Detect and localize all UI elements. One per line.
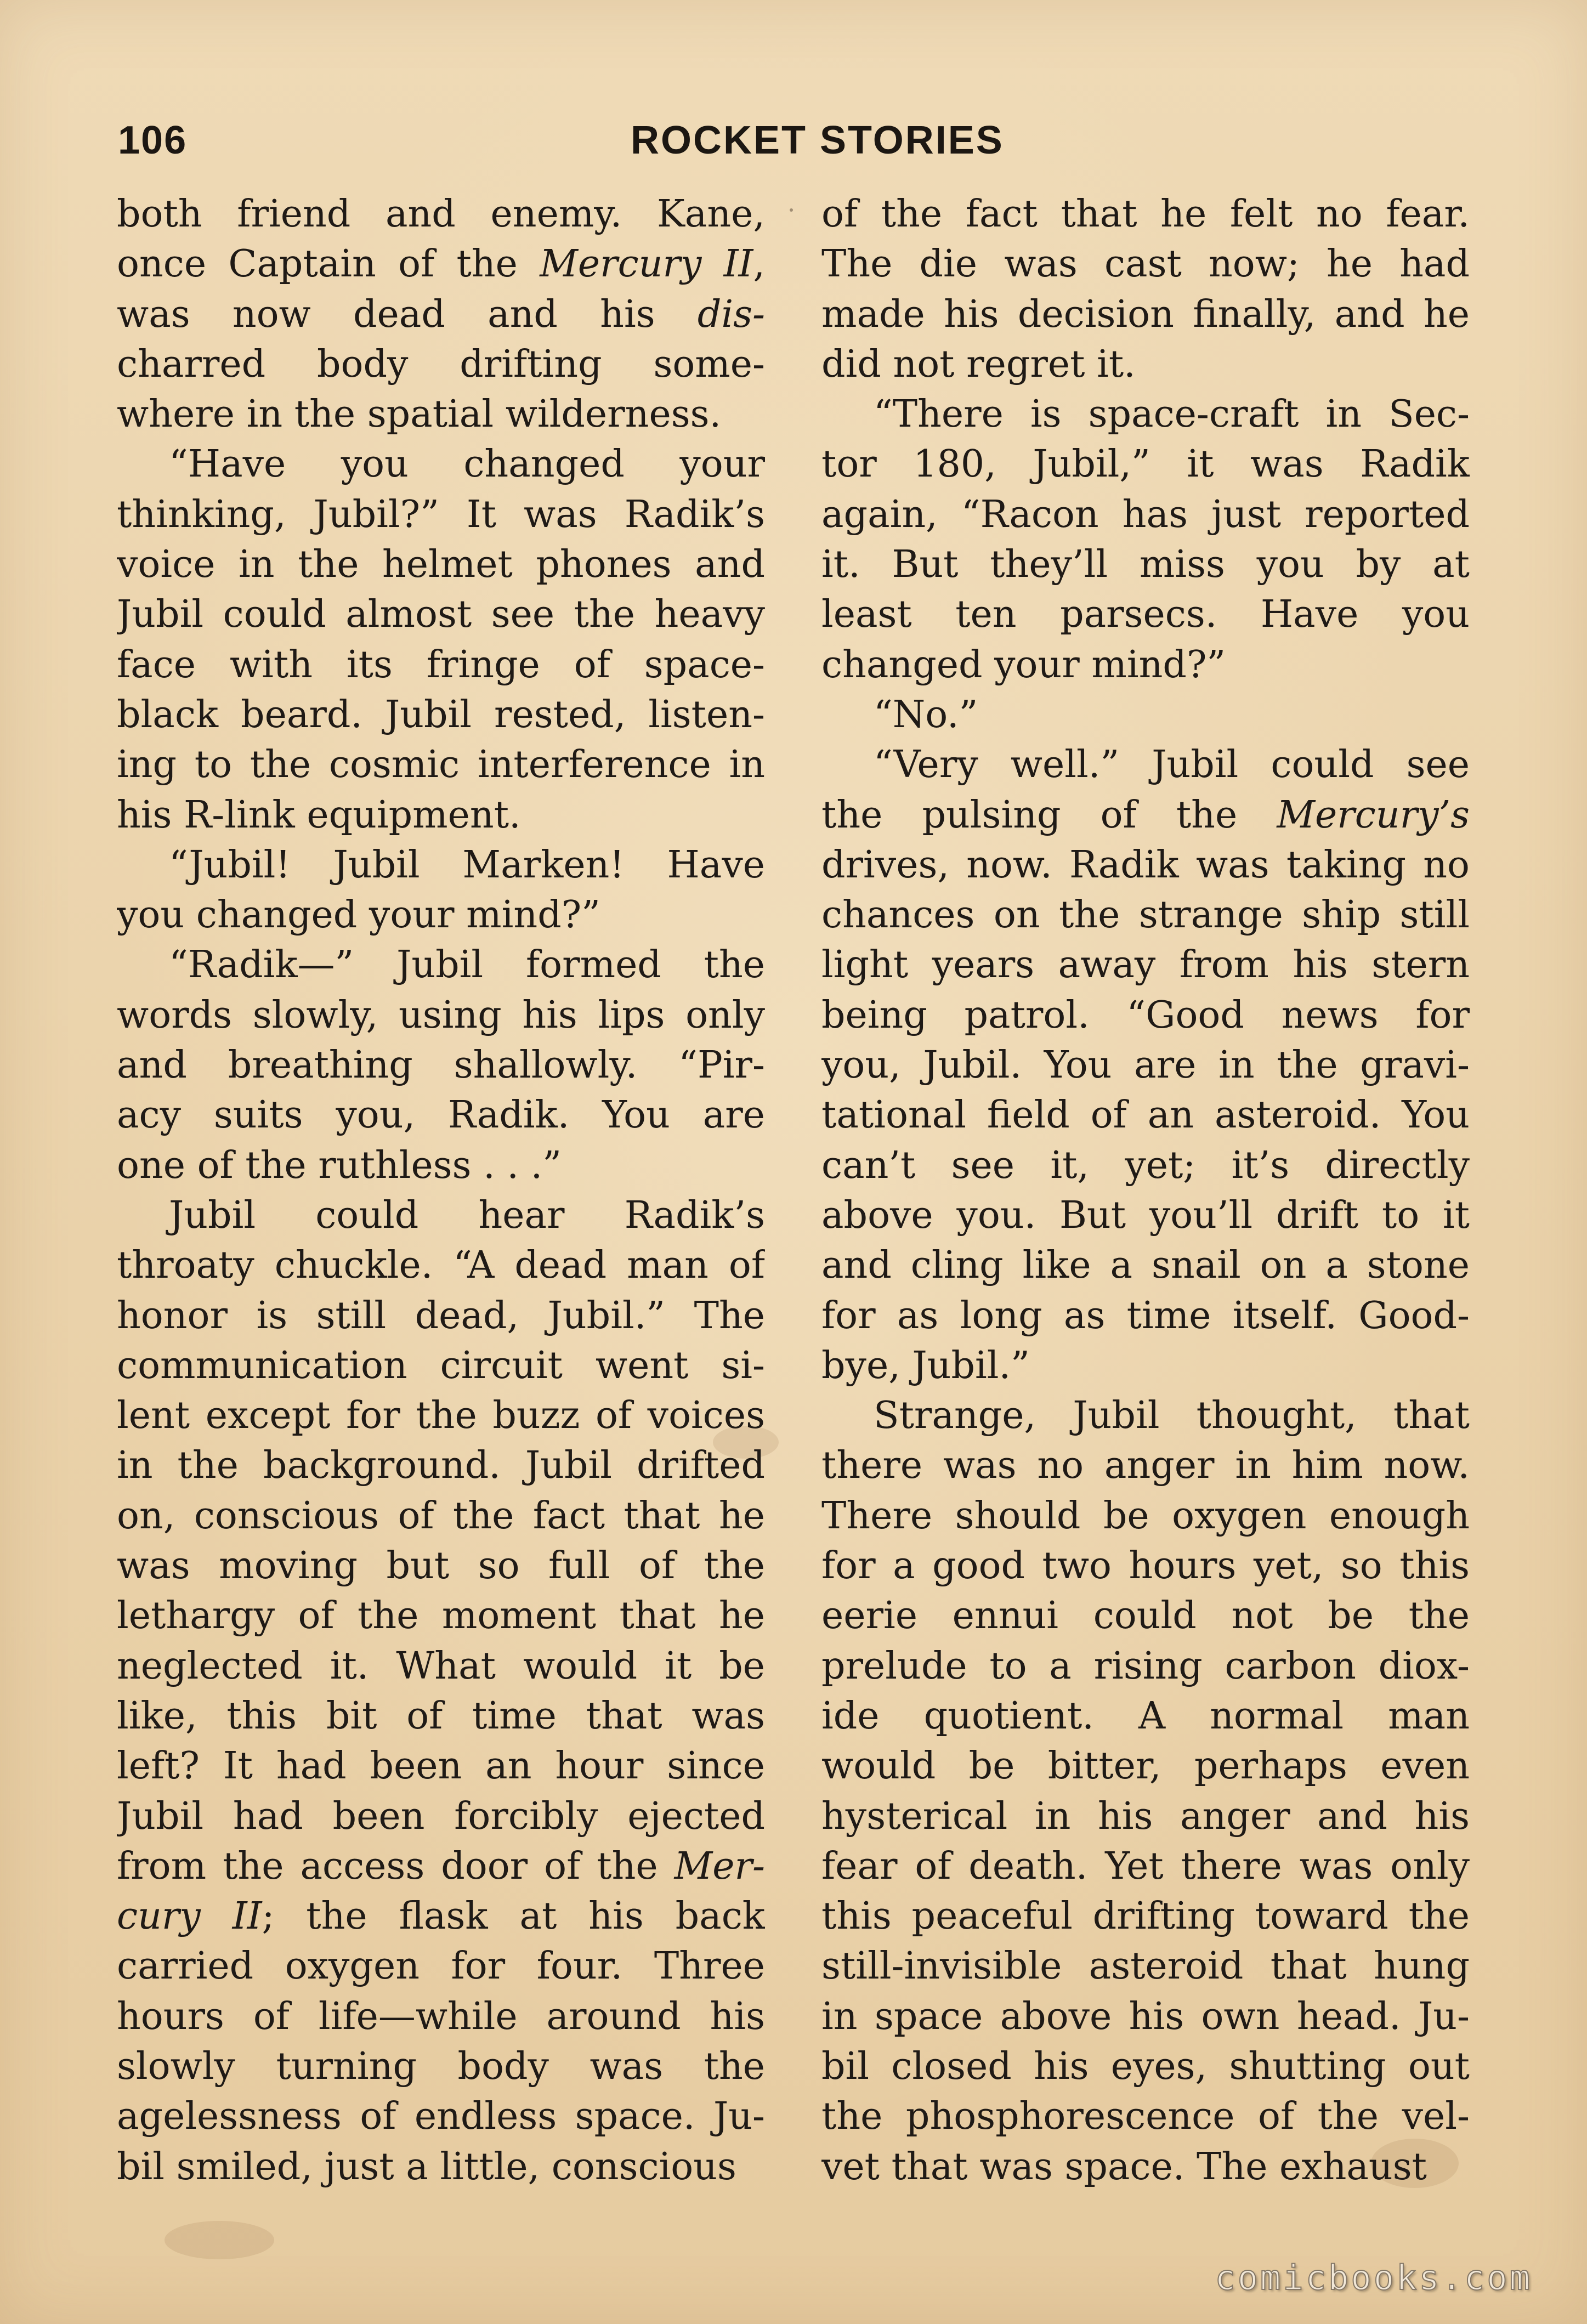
text-line: vet that was space. The exhaust [821, 2145, 1427, 2189]
text-line: words slowly, using his lips only [117, 993, 765, 1037]
text-line: hysterical in his anger and his [821, 1794, 1470, 1838]
text-line: both friend and enemy. Kane, [117, 192, 765, 236]
text-line: and cling like a snail on a stone [821, 1244, 1470, 1288]
text-line: honor is still dead, Jubil.” The [117, 1294, 765, 1337]
text-line: ide quotient. A normal man [821, 1694, 1470, 1738]
text-line: least ten parsecs. Have you [821, 593, 1470, 637]
text-line: this peaceful drifting toward the [821, 1895, 1470, 1938]
text-line: hours of life—while around his [117, 1994, 765, 2038]
text-line: chances on the strange ship still [821, 893, 1470, 937]
text-line: for as long as time itself. Good- [821, 1294, 1470, 1337]
text-line: being patrol. “Good news for [821, 993, 1470, 1037]
text-column-right [821, 189, 1470, 2192]
text-line: thinking, Jubil?” It was Radik’s [117, 492, 765, 536]
text-line: “Very well.” Jubil could see [874, 743, 1470, 787]
text-line: lethargy of the moment that he [117, 1594, 765, 1638]
text-line: still-invisible asteroid that hung [821, 1945, 1470, 1988]
text-line: ing to the cosmic interference in [117, 743, 765, 787]
text-line: from the access door of the Mer- [117, 1844, 765, 1888]
text-line: “Radik—” Jubil formed the [169, 943, 765, 987]
watermark: comicbooks.com [1215, 2258, 1532, 2298]
text-line: throaty chuckle. “A dead man of [117, 1244, 765, 1288]
text-line: on, conscious of the fact that he [117, 1494, 765, 1538]
text-line: in the background. Jubil drifted [117, 1444, 765, 1488]
text-line: it. But they’ll miss you by at [821, 543, 1470, 587]
text-line: where in the spatial wilderness. [117, 393, 722, 437]
text-line: Strange, Jubil thought, that [874, 1394, 1470, 1438]
text-line: can’t see it, yet; it’s directly [821, 1143, 1470, 1187]
text-line: Jubil had been forcibly ejected [117, 1794, 765, 1838]
text-line: did not regret it. [821, 342, 1136, 386]
paper-stain [165, 2221, 274, 2259]
text-line: bil smiled, just a little, conscious [117, 2145, 736, 2189]
text-line: tor 180, Jubil,” it was Radik [821, 443, 1470, 486]
text-line: Jubil could almost see the heavy [117, 593, 765, 637]
text-line: and breathing shallowly. “Pir- [117, 1044, 765, 1087]
text-line: bil closed his eyes, shutting out [821, 2044, 1470, 2088]
text-line: charred body drifting some- [117, 342, 765, 386]
running-head: ROCKET STORIES [631, 118, 1004, 162]
text-line: Jubil could hear Radik’s [169, 1193, 765, 1237]
text-line: cury II; the flask at his back [117, 1895, 765, 1938]
text-line: his R-link equipment. [117, 793, 521, 837]
text-line: “There is space-craft in Sec- [874, 393, 1470, 437]
text-line: bye, Jubil.” [821, 1344, 1030, 1387]
text-line: “Jubil! Jubil Marken! Have [169, 843, 765, 887]
text-line: drives, now. Radik was taking no [821, 843, 1470, 887]
text-line: The die was cast now; he had [821, 242, 1470, 286]
page-number: 106 [118, 118, 188, 162]
text-column-left [117, 189, 765, 2192]
text-line: tational field of an asteroid. You [821, 1093, 1470, 1137]
text-line: fear of death. Yet there was only [821, 1844, 1470, 1888]
text-line: you, Jubil. You are in the gravi- [821, 1044, 1470, 1087]
text-line: communication circuit went si- [117, 1344, 765, 1387]
text-line: there was no anger in him now. [821, 1444, 1470, 1488]
page-header [118, 118, 1478, 167]
text-line: for a good two hours yet, so this [821, 1544, 1470, 1588]
text-line: would be bitter, perhaps even [821, 1744, 1470, 1788]
text-line: neglected it. What would it be [117, 1644, 765, 1688]
text-line: black beard. Jubil rested, listen- [117, 693, 765, 736]
text-line: above you. But you’ll drift to it [821, 1193, 1470, 1237]
text-line: “Have you changed your [169, 443, 765, 486]
text-line: face with its fringe of space- [117, 643, 765, 687]
text-line: “No.” [874, 693, 978, 736]
text-line: of the fact that he felt no fear. [821, 192, 1470, 236]
text-line: was now dead and his dis- [117, 292, 765, 336]
text-line: prelude to a rising carbon diox- [821, 1644, 1470, 1688]
text-line: eerie ennui could not be the [821, 1594, 1470, 1638]
text-line: one of the ruthless . . .” [117, 1143, 562, 1187]
text-line: once Captain of the Mercury II, [117, 242, 765, 286]
text-line: in space above his own head. Ju- [821, 1994, 1470, 2038]
text-line: lent except for the buzz of voices [117, 1394, 765, 1438]
text-line: slowly turning body was the [117, 2044, 765, 2088]
text-line: left? It had been an hour since [117, 1744, 765, 1788]
text-line: acy suits you, Radik. You are [117, 1093, 765, 1137]
text-line: you changed your mind?” [117, 893, 600, 937]
text-line: voice in the helmet phones and [117, 543, 765, 587]
text-line: changed your mind?” [821, 643, 1226, 687]
text-line: was moving but so full of the [117, 1544, 765, 1588]
text-line: again, “Racon has just reported [821, 492, 1470, 536]
text-line: There should be oxygen enough [821, 1494, 1470, 1538]
text-line: carried oxygen for four. Three [117, 1945, 765, 1988]
print-speck [790, 208, 793, 212]
text-line: the phosphorescence of the vel- [821, 2095, 1470, 2139]
text-line: the pulsing of the Mercury’s [821, 793, 1470, 837]
text-line: made his decision finally, and he [821, 292, 1470, 336]
text-line: agelessness of endless space. Ju- [117, 2095, 765, 2139]
text-line: like, this bit of time that was [117, 1694, 765, 1738]
text-line: light years away from his stern [821, 943, 1470, 987]
